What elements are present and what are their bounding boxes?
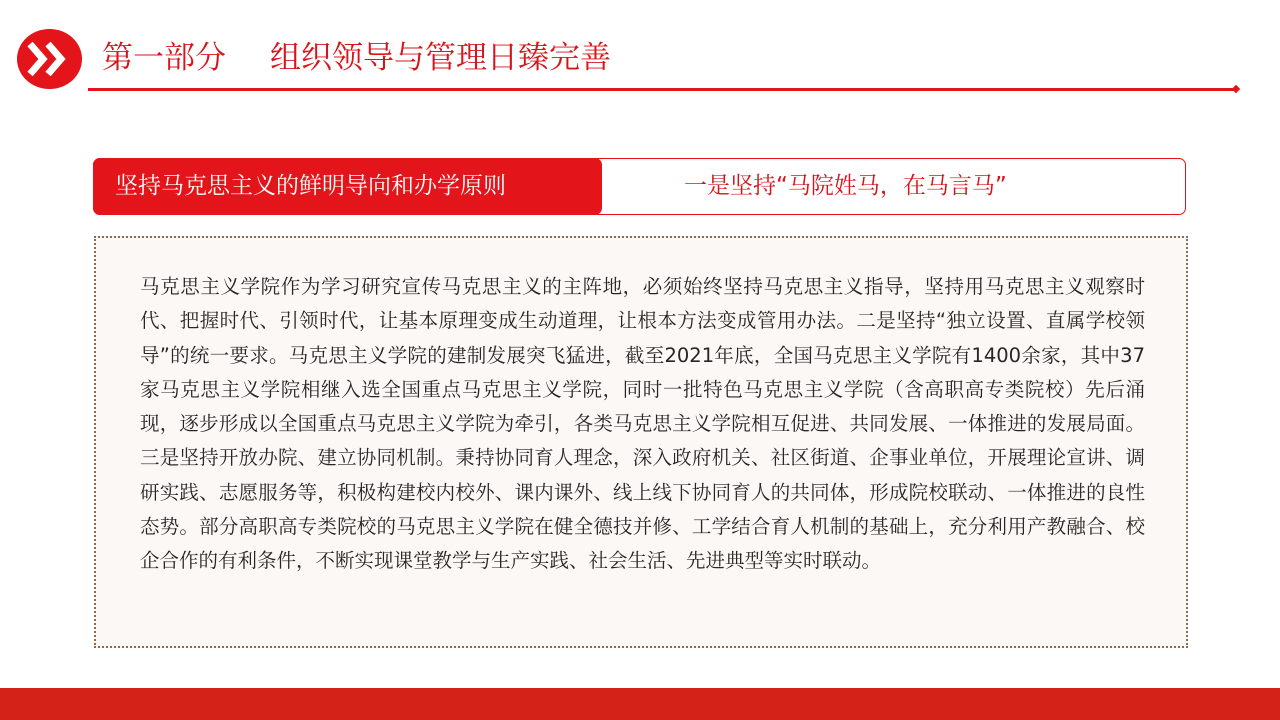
body-paragraph: 马克思主义学院作为学习研究宣传马克思主义的主阵地，必须始终坚持马克思主义指导，坚持用马克思主义观察时代、把握时代、引领时代，让基本原理变成生动道理，让根本方法变成管用办法。二是坚持“独立设置、直属学校领导”的统一要求。马克思主义学院的建制发展突飞猛进，截至2021年底，全国马克思主义学院有1400余家，其中37家马克思主义学院相继入选全国重点马克思主义学院，同时一批特色马克思主义学院（含高职高专类院校）先后涌现，逐步形成以全国重点马克思主义学院为牵引，各类马克思主义学院相互促进、共同发展、一体推进的发展局面。三是坚持开放办院、建立协同机制。秉持协同育人理念，深入政府机关、社区街道、企事业单位，开展理论宣讲、调研实践、志愿服务等，积极构建校内校外、课内课外、线上线下协同育人的共同体，形成院校联动、一体推进的良性态势。部分高职高专类院校的马克思主义学院在健全德技并修、工学结合育人机制的基础上，充分利用产教融合、校企合作的有利条件，不断实现课堂教学与生产实践、社会生活、先进典型等实时联动。 [140, 275, 1145, 573]
content-panel [94, 236, 1188, 648]
header-divider-end-dot [1232, 85, 1240, 93]
header-divider [88, 88, 1236, 91]
part-label: 第一部分 [102, 40, 226, 76]
section-tag: 坚持马克思主义的鲜明导向和办学原则 [93, 158, 602, 215]
double-chevron-right-icon [17, 29, 82, 89]
section-subtitle: 一是坚持“马院姓马，在马言马” [684, 173, 1007, 199]
page-title [102, 38, 611, 78]
footer-bar [0, 688, 1280, 720]
section-heading-bar [93, 158, 1186, 215]
title-text: 组织领导与管理日臻完善 [270, 40, 611, 76]
